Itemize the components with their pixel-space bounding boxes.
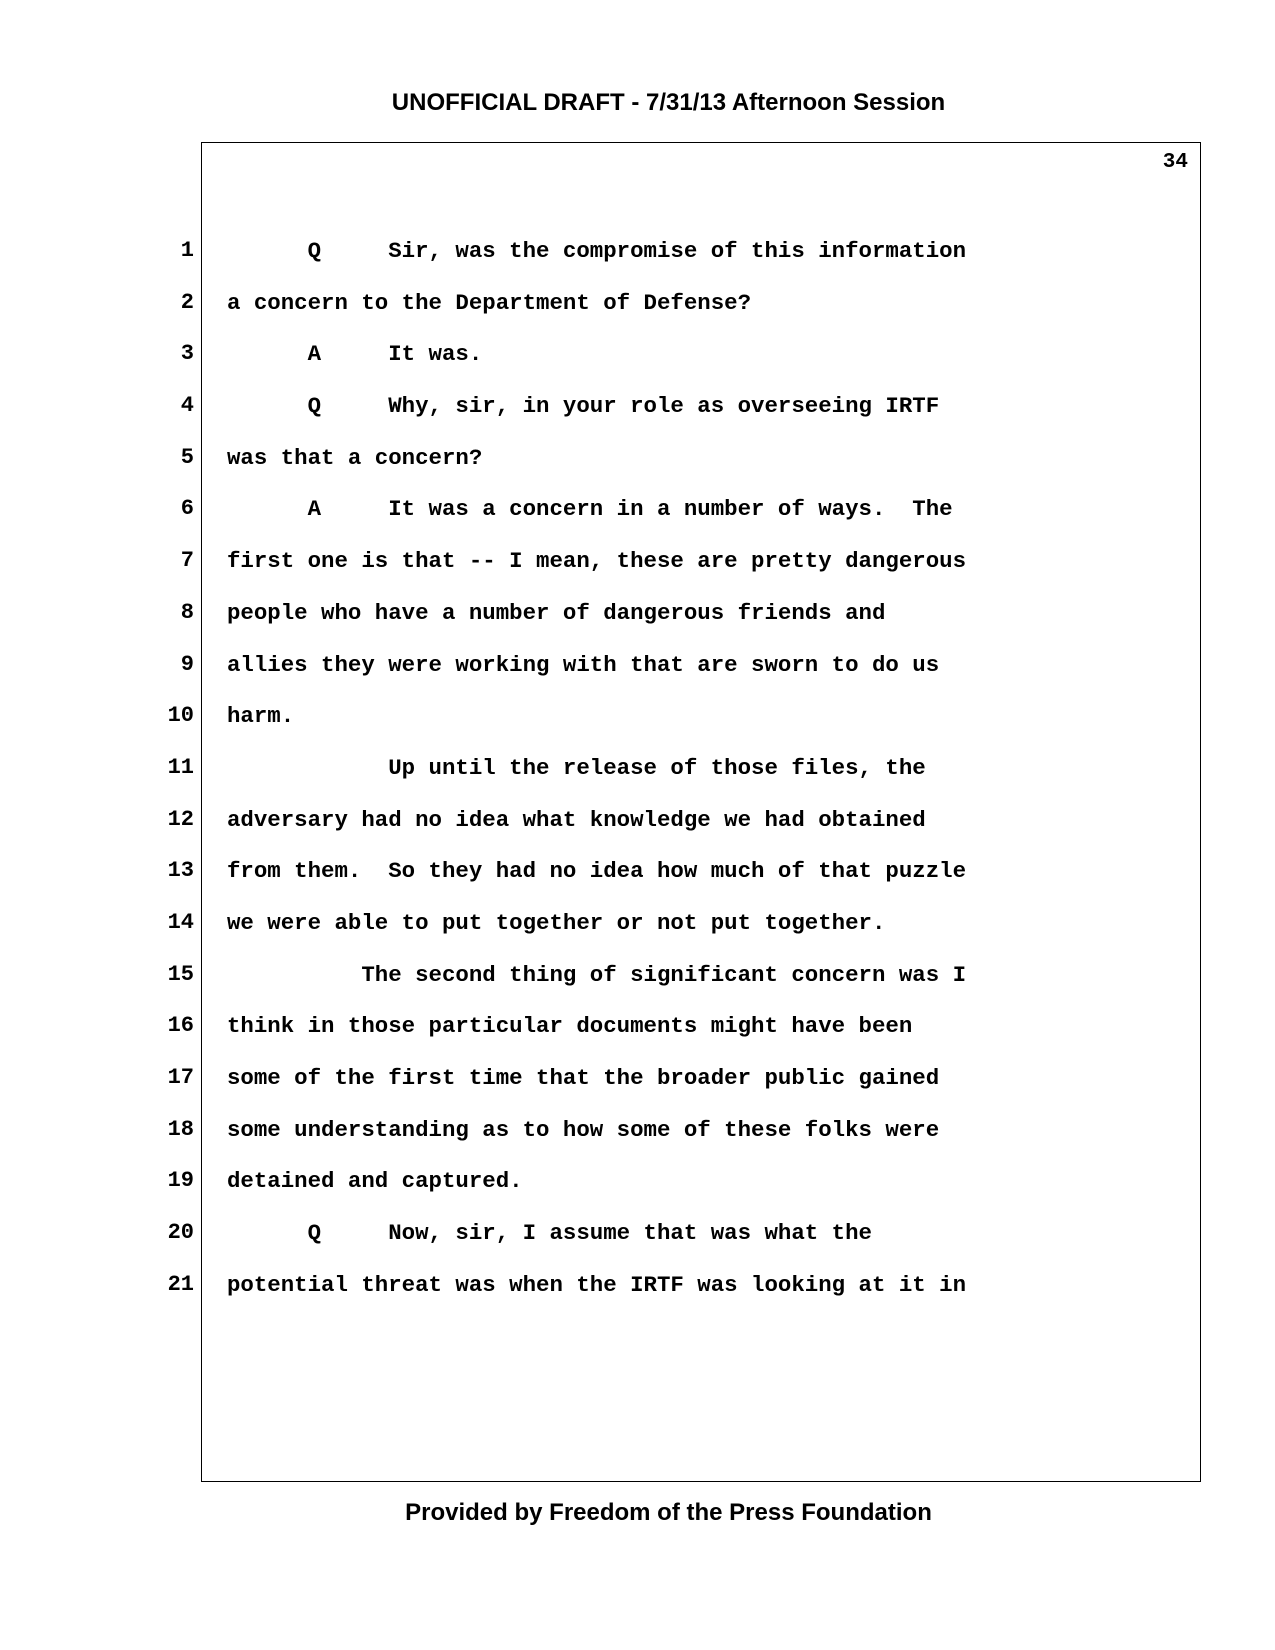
transcript-line	[0, 598, 1275, 650]
line-text: harm.	[227, 703, 295, 730]
line-number: 17	[167, 1065, 194, 1090]
transcript-line	[0, 1063, 1275, 1115]
line-number: 2	[180, 289, 194, 315]
line-text: allies they were working with that are sworn to do us	[227, 651, 940, 678]
line-number: 12	[167, 806, 194, 832]
transcript-line	[0, 546, 1275, 598]
transcript-line	[0, 908, 1275, 960]
document-header-title: UNOFFICIAL DRAFT - 7/31/13 Afternoon Session	[391, 89, 946, 116]
transcript-line	[0, 701, 1275, 753]
line-number: 9	[180, 651, 194, 677]
line-number: 15	[167, 961, 194, 987]
transcript-line	[0, 856, 1275, 908]
line-number: 4	[180, 393, 194, 419]
line-number: 13	[167, 858, 194, 884]
line-number: 14	[167, 909, 194, 935]
line-number: 16	[167, 1013, 194, 1039]
line-text: some understanding as to how some of these folks were	[227, 1116, 940, 1143]
line-number: 3	[180, 341, 194, 367]
line-text: a concern to the Department of Defense?	[227, 289, 752, 316]
line-text: detained and captured.	[227, 1168, 523, 1195]
line-text: from them. So they had no idea how much of that puzzle	[227, 858, 967, 885]
line-number: 19	[167, 1168, 194, 1194]
line-text: people who have a number of dangerous friends and	[227, 599, 886, 626]
line-text: think in those particular documents might have been	[227, 1013, 913, 1040]
line-text: Q Sir, was the compromise of this information	[227, 238, 967, 264]
line-number: 7	[180, 548, 194, 574]
line-number: 21	[167, 1271, 194, 1297]
line-number: 1	[180, 238, 194, 263]
line-text: first one is that -- I mean, these are pretty dangerous	[227, 548, 967, 575]
document-footer: Provided by Freedom of the Press Foundation	[405, 1499, 932, 1526]
line-number: 18	[167, 1116, 194, 1142]
line-text: adversary had no idea what knowledge we had obtained	[227, 806, 926, 833]
line-number: 8	[180, 599, 194, 625]
transcript-line	[0, 443, 1275, 495]
line-text: we were able to put together or not put together.	[227, 909, 886, 936]
line-number: 11	[167, 754, 194, 780]
line-number: 10	[167, 703, 194, 729]
line-text: Up until the release of those files, the	[227, 754, 926, 781]
transcript-line	[0, 1218, 1275, 1270]
transcript-line	[0, 391, 1275, 443]
transcript-line	[0, 1270, 1275, 1322]
line-text: potential threat was when the IRTF was looking at it in	[227, 1271, 967, 1298]
line-text: Q Why, sir, in your role as overseeing IRTF	[227, 393, 940, 420]
line-text: some of the first time that the broader public gained	[227, 1065, 940, 1091]
transcript-line	[0, 1166, 1275, 1218]
transcript-line	[0, 339, 1275, 391]
line-text: The second thing of significant concern was I	[227, 961, 967, 988]
transcript-line	[0, 960, 1275, 1012]
transcript-line	[0, 494, 1275, 546]
line-number: 6	[180, 496, 194, 522]
line-text: A It was a concern in a number of ways. The	[227, 496, 953, 523]
line-text: was that a concern?	[227, 444, 483, 471]
transcript-line	[0, 753, 1275, 805]
transcript-line	[0, 650, 1275, 702]
transcript-line	[0, 805, 1275, 857]
line-number: 20	[167, 1220, 194, 1246]
transcript-lines	[0, 236, 1275, 1321]
transcript-line	[0, 1011, 1275, 1063]
line-text: Q Now, sir, I assume that was what the	[227, 1220, 872, 1247]
transcript-line	[0, 288, 1275, 340]
line-text: A It was.	[227, 341, 483, 368]
transcript-line	[0, 1115, 1275, 1167]
line-number: 5	[180, 444, 194, 470]
page-number: 34	[1162, 151, 1188, 174]
transcript-line	[0, 236, 1275, 288]
